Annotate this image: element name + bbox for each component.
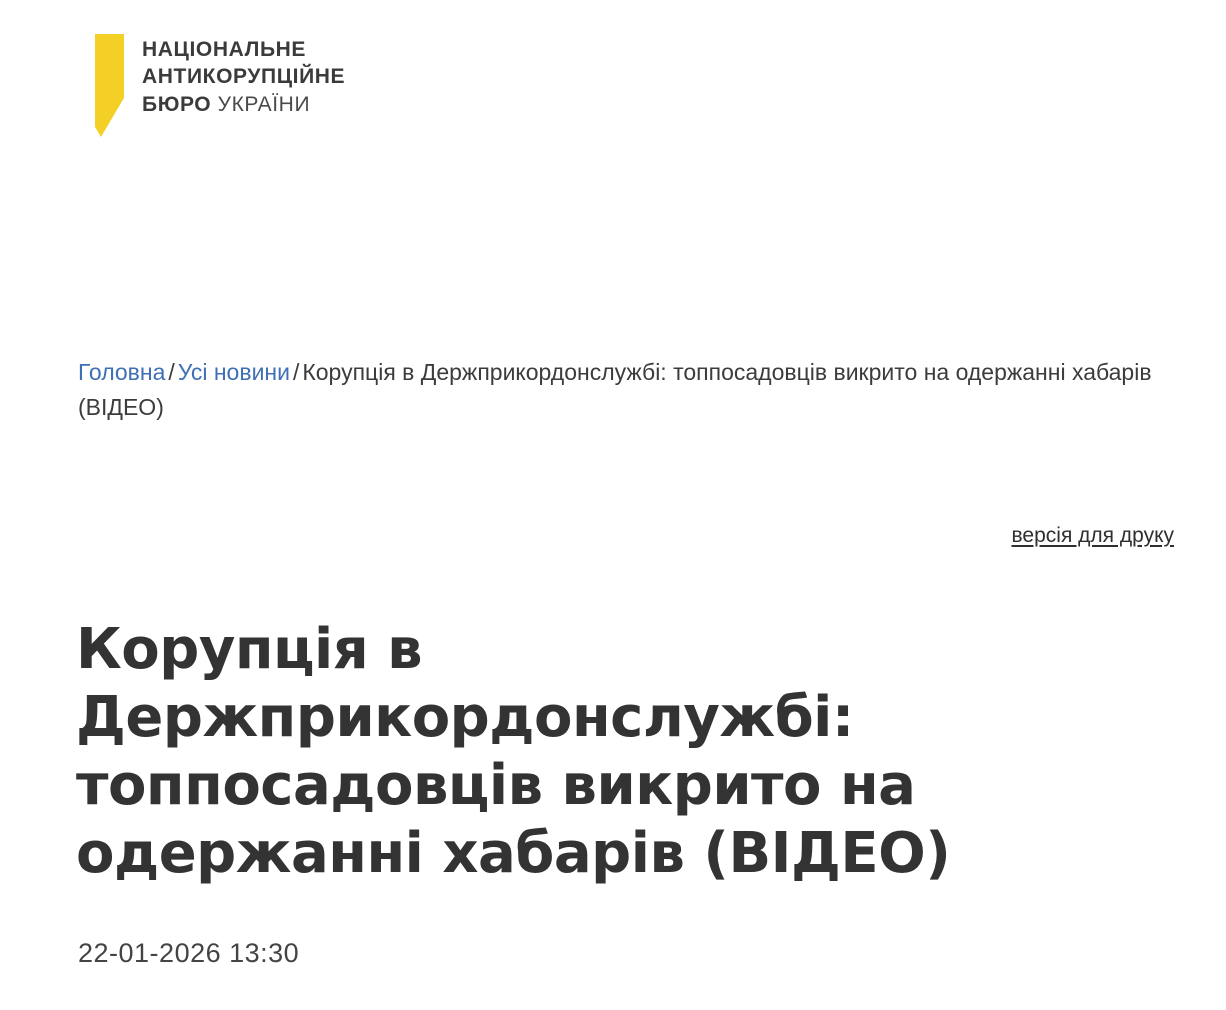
logo-text (142, 34, 345, 118)
nabu-logo-icon (78, 34, 124, 137)
breadcrumb-separator-2: / (292, 359, 300, 385)
logo-line-3-light: УКРАЇНИ (217, 92, 311, 116)
site-logo[interactable] (78, 34, 1226, 137)
breadcrumb (78, 355, 1168, 425)
logo-line-1: НАЦІОНАЛЬНЕ (142, 38, 307, 61)
breadcrumb-separator-1: / (168, 359, 175, 385)
logo-line-3 (142, 91, 345, 118)
logo-line-2: АНТИКОРУПЦІЙНЕ (142, 65, 346, 89)
print-version-link[interactable]: версія для друку (1011, 524, 1174, 547)
breadcrumb-link-news[interactable]: Усі новини (177, 359, 290, 385)
page-title: Корупція в Держприкордонслужбі: топпосадовців викрито на одержанні хабарів (ВІДЕО) (76, 616, 951, 887)
breadcrumb-link-home[interactable]: Головна (78, 359, 166, 385)
logo-line-3-bold: БЮРО (142, 92, 212, 116)
breadcrumb-current: Корупція в Держприкордонслужбі: топпосадовців викрито на одержанні хабарів (ВІДЕО) (78, 359, 1152, 420)
article-date: 22-01-2026 13:30 (78, 938, 300, 968)
site-header (0, 0, 1226, 137)
